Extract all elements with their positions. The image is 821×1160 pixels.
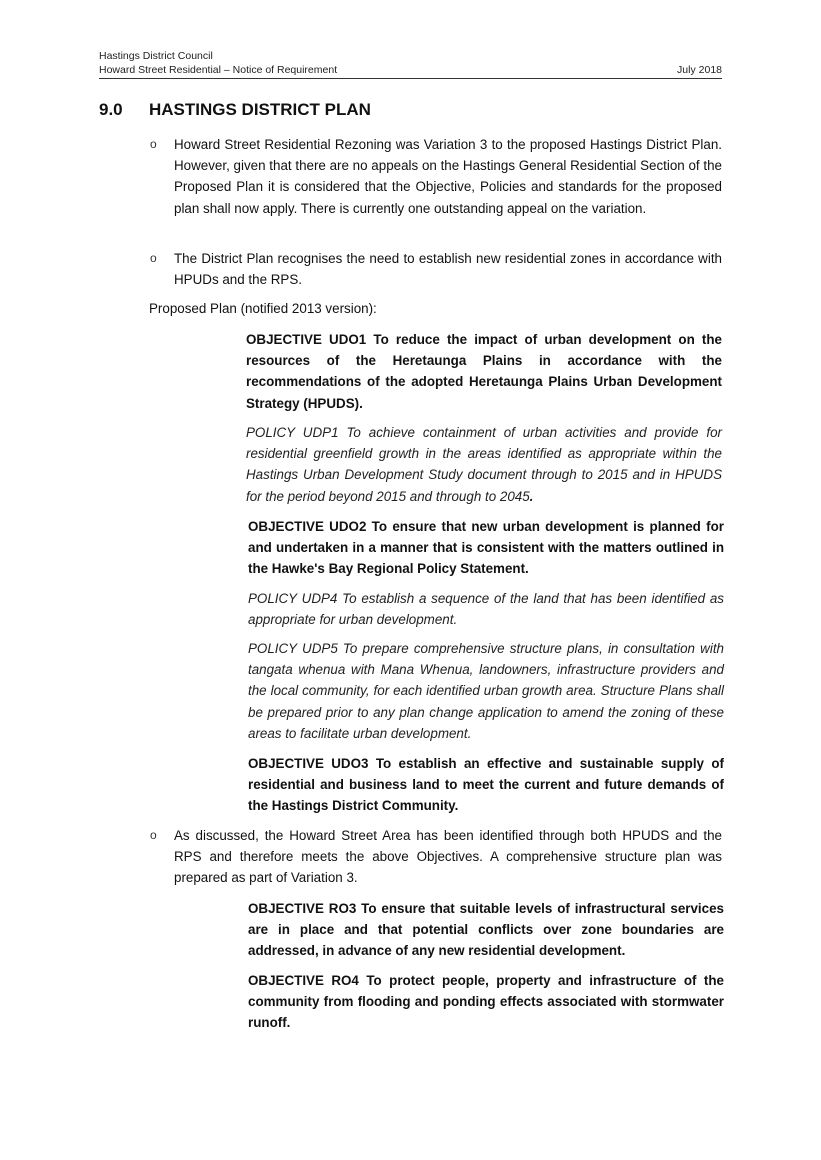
bullet-marker: o [150,828,157,842]
header-document-title: Howard Street Residential – Notice of Requirement [99,64,338,76]
section-number: 9.0 [99,100,123,119]
header-rule [99,64,722,79]
bullet-paragraph-howard-street: As discussed, the Howard Street Area has been identified through both HPUDS and the RPS and therefore meets the above Objectives. A comprehensive structure plan was prepared as part of Variation 3. [174,828,722,886]
objective-ro3: OBJECTIVE RO3 To ensure that suitable levels of infrastructural services are in place and that potential conflicts over zone boundaries are addressed, in advance of any new residential development. [248,901,724,959]
bullet-paragraph-variation: Howard Street Residential Rezoning was Variation 3 to the proposed Hastings District Plan. However, given that there are no appeals on the Hastings General Residential Section of the Proposed Plan it is considered that the Objective, Policies and standards for the proposed plan shall now apply. There is currently one outstanding appeal on the variation. [174,137,722,216]
policy-udp1-end: . [529,488,534,504]
objective-udo3: OBJECTIVE UDO3 To establish an effective and sustainable supply of residential and business land to meet the current and future demands of the Hastings District Community. [248,756,724,814]
bullet-marker: o [150,137,157,151]
objective-ro4: OBJECTIVE RO4 To protect people, property and infrastructure of the community from flooding and ponding effects associated with stormwater runoff. [248,973,724,1031]
proposed-plan-label: Proposed Plan (notified 2013 version): [149,301,377,316]
policy-udp1 [246,422,722,507]
policy-udp1-text: POLICY UDP1 To achieve containment of urban activities and provide for residential greenfield growth in the areas identified as appropriate within the Hastings Urban Development Study document through to 2015 and in HPUDS for the period beyond 2015 and through to 2045 [246,425,722,504]
bullet-paragraph-new-zones: The District Plan recognises the need to establish new residential zones in accordance with HPUDs and the RPS. [174,251,722,288]
policy-udp5: POLICY UDP5 To prepare comprehensive structure plans, in consultation with tangata whenua with Mana Whenua, landowners, infrastructure providers and the local community, for each identified urban growth area. Structure Plans shall be prepared prior to any plan change application to amend the zoning of these areas to facilitate urban development. [248,641,724,741]
bullet-marker: o [150,251,157,265]
policy-udp4: POLICY UDP4 To establish a sequence of the land that has been identified as appropriate for urban development. [248,591,724,628]
objective-udo2: OBJECTIVE UDO2 To ensure that new urban development is planned for and undertaken in a manner that is consistent with the matters outlined in the Hawke's Bay Regional Policy Statement. [248,519,724,577]
objective-udo1: OBJECTIVE UDO1 To reduce the impact of urban development on the resources of the Heretaunga Plains in accordance with the recommendations of the adopted Heretaunga Plains Urban Development Strategy (HPUDS). [246,332,722,411]
section-title: HASTINGS DISTRICT PLAN [149,100,371,119]
header-organisation: Hastings District Council [99,50,213,62]
header-date: July 2018 [677,64,722,76]
